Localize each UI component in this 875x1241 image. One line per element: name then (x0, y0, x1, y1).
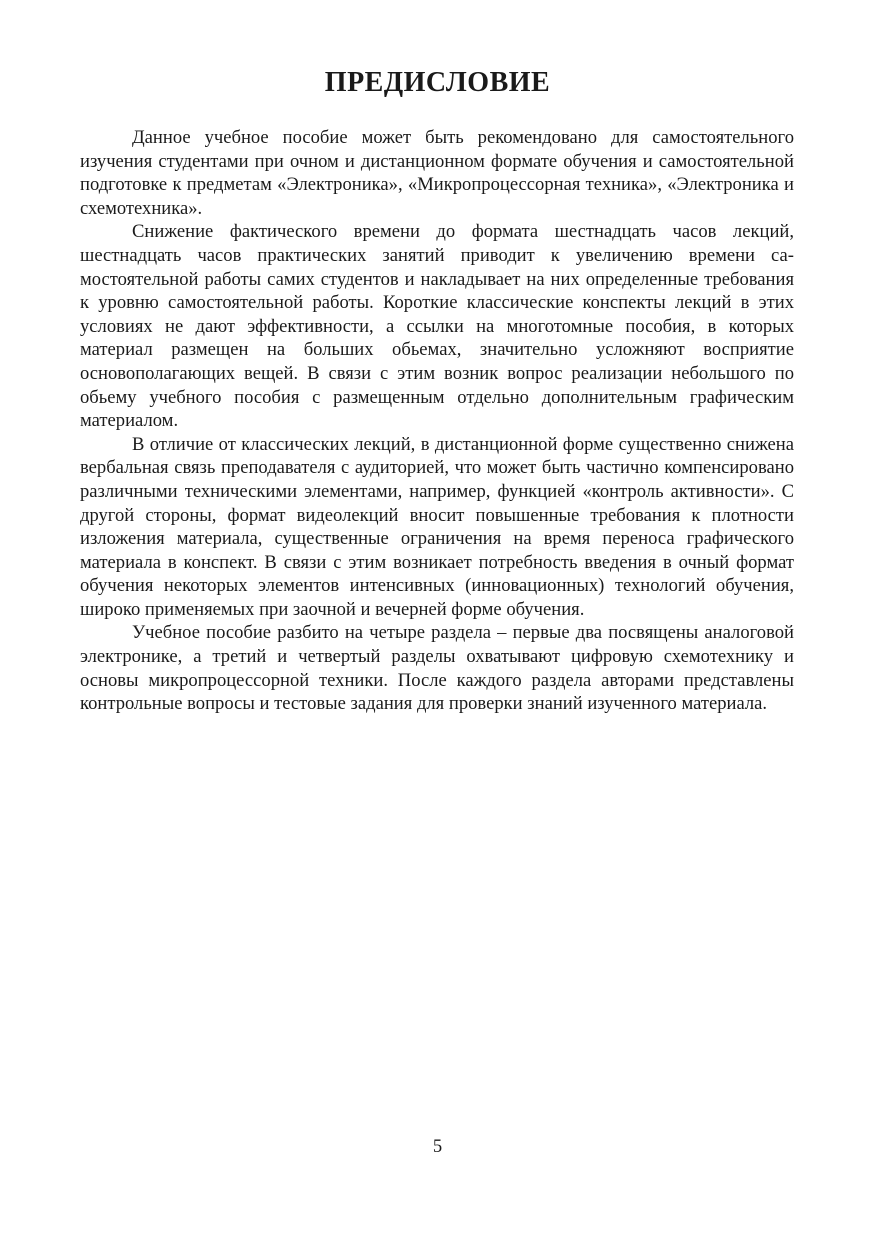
paragraph-2: Снижение фактического времени до формата шестнадцать часов лекций, шестнадцать часов практических занятий приводит к увеличению времени самостоятельной работы самих студентов и накладывает на них определенные требования к уровню самостоятельной работы. Короткие классические конспекты лекций в этих условиях не дают эффективности, а ссылки на многотомные пособия, в которых материал размещен на больших обьемах, значительно усложняют восприятие основополагающих вещей. В связи с этим возник вопрос реализации небольшого по обьему учебного пособия с размещенным отдельно дополнительным графическим материалом. (80, 221, 794, 432)
paragraph-4: Учебное пособие разбито на четыре раздела – первые два посвящены аналоговой электронике, а третий и четвертый разделы охватывают цифровую схемотехнику и основы микропроцессорной техники. После каждого раздела авторами представлены контрольные вопросы и тестовые задания для проверки знаний изученного материала. (80, 622, 794, 715)
page-title: ПРЕДИСЛОВИЕ (324, 67, 551, 98)
paragraph-1: Данное учебное пособие может быть рекомендовано для самостоятельного изучения студентами при очном и дистанционном формате обучения и самостоятельной подготовке к предметам «Электроника», «Микропроцессорная техника», «Электроника и схемотехника». (80, 127, 794, 219)
body-text (80, 126, 794, 716)
page-number: 5 (432, 1136, 443, 1157)
paragraph-3: В отличие от классических лекций, в дистанционной форме существенно снижена вербальная связь преподавателя с аудиторией, что может быть частично компенсировано различными техническими элементами, например, функцией «контроль активности». С другой стороны, формат видеолекций вносит повышенные требования к плотности изложения материала, существенные ограничения на время переноса графического материала в конспект. В связи с этим возникает потребность введения в очный формат обучения некоторых элементов интенсивных (инновационных) технологий обучения, широко применяемых при заочной и вечерней форме обучения. (80, 433, 794, 620)
